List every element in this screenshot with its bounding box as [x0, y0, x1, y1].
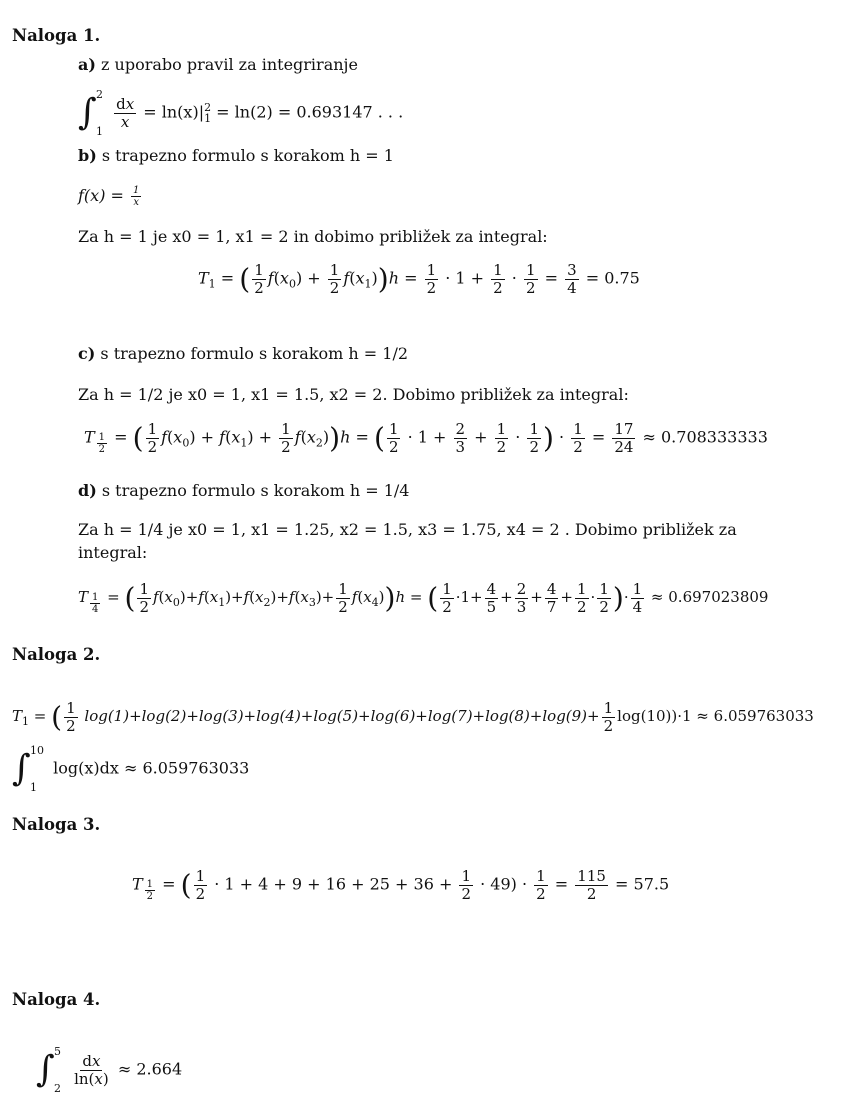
part-b-label: b) — [78, 146, 97, 165]
part-a-text: z uporabo pravil za integriranje — [101, 55, 358, 74]
part-b-text: s trapezno formulo s korakom h = 1 — [101, 146, 394, 165]
integral-sign: ∫ — [36, 1049, 55, 1090]
integral-limits: 2 1 — [96, 88, 103, 138]
naloga-1-heading: Naloga 1. — [12, 26, 101, 45]
naloga-4-formula — [36, 1045, 182, 1095]
part-a-result-2: = ln(2) = 0.693147 . . . — [216, 102, 404, 122]
part-d-intro-2: integral: — [78, 543, 148, 562]
naloga-3-result: = 57.5 — [615, 874, 670, 894]
part-d-formula: T $_{\frac{1}{4}}$ = ( $\frac{1}{2}$ $f(x_0)+f(x_1)+f(x_2)+f(x_3)+$ $\frac{1}{2}$ $f(x_4))h$ = ( $\frac{1}{2}$ ·1+ $\frac{4}{5}$ + $\frac{2}{3}$ + $\frac{4}{7}$ + $\frac{1}{2}$ · $\frac{1}{2}$ )· $\frac{1}{4}$ ≈ 0.697023809 — [78, 580, 769, 616]
fx-label: f(x) = — [78, 186, 124, 205]
part-a-line — [78, 55, 358, 74]
naloga-2-formula: $T_1$ = ( $\frac{1}{2}$ log(1)+log(2)+log(3)+log(4)+log(5)+log(6)+log(7)+log(8)+log(9)+ $\frac{1}{2}$ log(10))·1 ≈ 6.059763033 — [12, 699, 814, 735]
fraction-1-over-x: $\frac{1}{x}$ — [133, 185, 140, 208]
fraction-dx-over-lnx: $\frac{dx}{\ln(x)}$ — [74, 1052, 109, 1088]
naloga-4-heading: Naloga 4. — [12, 990, 101, 1009]
part-c-intro: Za h = 1/2 je x0 = 1, x1 = 1.5, x2 = 2. Dobimo približek za integral: — [78, 385, 629, 404]
part-b-intro: Za h = 1 je x0 = 1, x1 = 2 in dobimo približek za integral: — [78, 227, 548, 246]
part-a-formula: ∫ 2 1 $\frac{dx}{x}$ = ln(x)| 2 1 = ln(2) = 0.693147 . . . — [78, 88, 404, 138]
part-a-label: a) — [78, 55, 96, 74]
naloga-2-tail: log(10))·1 ≈ 6.059763033 — [617, 707, 814, 725]
part-a-result: = ln(x)| — [143, 102, 205, 122]
fraction-dx-over-x: $\frac{dx}{x}$ — [116, 95, 135, 131]
naloga-2-integral-text: log(x)dx ≈ 6.059763033 — [53, 758, 250, 778]
part-c-line — [78, 344, 408, 363]
part-c-result: ≈ 0.708333333 — [642, 427, 768, 447]
naloga-2-middle: log(1)+log(2)+log(3)+log(4)+log(5)+log(6)+log(7)+log(8)+log(9)+ — [84, 707, 600, 725]
part-b-result: = 0.75 — [585, 268, 640, 288]
naloga-3-mid: · 1 + 4 + 9 + 16 + 25 + 36 + — [214, 874, 453, 894]
integral-limits: 5 2 — [54, 1045, 61, 1095]
integral-sign: ∫ — [78, 92, 97, 133]
part-c-formula: T $_{\frac{1}{2}}$ = ( $\frac{1}{2}$ $f(x_0) + f(x_1)$ + $\frac{1}{2}$ $f(x_2))h$ = ( $\frac{1}{2}$ · 1 + $\frac{2}{3}$ + $\frac{1}{2}$ · $\frac{1}{2}$ ) · $\frac{1}{2}$ = $\frac{17}{24}$ ≈ 0.708333333 — [84, 420, 768, 456]
part-b-fx — [78, 185, 143, 208]
part-d-text: s trapezno formulo s korakom h = 1/4 — [101, 481, 410, 500]
naloga-2-integral — [12, 744, 249, 794]
part-c-label: c) — [78, 344, 96, 363]
integral-sign: ∫ — [12, 748, 31, 789]
part-d-line — [78, 481, 409, 500]
naloga-3-formula: T $_{\frac{1}{2}}$ = ( $\frac{1}{2}$ · 1 + 4 + 9 + 16 + 25 + 36 + $\frac{1}{2}$ · 49) · $\frac{1}{2}$ = $\frac{115}{2}$ = 57.5 — [132, 867, 670, 903]
part-d-intro-1: Za h = 1/4 je x0 = 1, x1 = 1.25, x2 = 1.5, x3 = 1.75, x4 = 2 . Dobimo približek za — [78, 520, 737, 539]
naloga-4-result: ≈ 2.664 — [117, 1059, 183, 1079]
part-c-text: s trapezno formulo s korakom h = 1/2 — [100, 344, 409, 363]
naloga-2-heading: Naloga 2. — [12, 645, 101, 664]
part-b-formula: $T_1$ = ( $\frac{1}{2}$ $f(x_0)$ + $\frac{1}{2}$ $f(x_1))h$ = $\frac{1}{2}$ · 1 + $\frac{1}{2}$ · $\frac{1}{2}$ = $\frac{3}{4}$ = 0.75 — [198, 261, 640, 297]
naloga-3-heading: Naloga 3. — [12, 815, 101, 834]
part-d-result: ≈ 0.697023809 — [650, 588, 769, 606]
integral-limits: 10 1 — [30, 744, 44, 794]
part-b-line — [78, 146, 394, 165]
naloga-3-tail: · 49) · — [480, 874, 528, 894]
part-d-label: d) — [78, 481, 97, 500]
